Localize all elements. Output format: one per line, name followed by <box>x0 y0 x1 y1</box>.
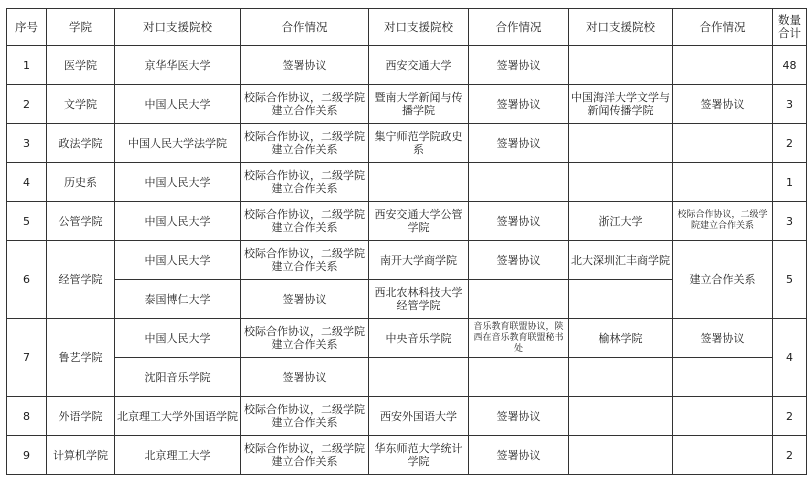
row-partner-2: 西安交通大学公管学院 <box>369 202 469 241</box>
row-partner-2: 西安外国语大学 <box>369 397 469 436</box>
row-partner-1: 中国人民大学 <box>115 319 241 358</box>
row-count: 3 <box>773 85 807 124</box>
row-partner-3 <box>569 397 673 436</box>
row-partner-1: 中国人民大学 <box>115 241 241 280</box>
row-coop-1: 校际合作协议，二级学院建立合作关系 <box>241 241 369 280</box>
row-coop-2: 签署协议 <box>469 397 569 436</box>
row-coop-3 <box>673 124 773 163</box>
row-coop-3 <box>673 46 773 85</box>
row-college: 计算机学院 <box>47 436 115 475</box>
row-college: 外语学院 <box>47 397 115 436</box>
header-partner-1: 对口支援院校 <box>115 9 241 46</box>
row-coop-3 <box>673 163 773 202</box>
row-count: 3 <box>773 202 807 241</box>
row-partner-1: 北京理工大学外国语学院 <box>115 397 241 436</box>
table-row <box>7 436 807 475</box>
row-partner-3: 中国海洋大学文学与新闻传播学院 <box>569 85 673 124</box>
row-college: 鲁艺学院 <box>47 319 115 397</box>
row-college: 历史系 <box>47 163 115 202</box>
row-coop-1: 校际合作协议，二级学院建立合作关系 <box>241 436 369 475</box>
header-count: 数量合计 <box>773 9 807 46</box>
row-count: 2 <box>773 397 807 436</box>
row-coop-3 <box>673 436 773 475</box>
table-row <box>7 163 807 202</box>
row-partner-3 <box>569 163 673 202</box>
row-partner-1: 北京理工大学 <box>115 436 241 475</box>
row-partner-3: 榆林学院 <box>569 319 673 358</box>
header-partner-2: 对口支援院校 <box>369 9 469 46</box>
table-row <box>7 124 807 163</box>
table-row <box>7 241 807 280</box>
row-index: 7 <box>7 319 47 397</box>
row-coop-2: 签署协议 <box>469 124 569 163</box>
row-partner-1: 中国人民大学 <box>115 202 241 241</box>
row-college: 文学院 <box>47 85 115 124</box>
row-partner-2 <box>369 358 469 397</box>
row-coop-3 <box>673 358 773 397</box>
row-coop-2: 签署协议 <box>469 46 569 85</box>
table-row <box>7 319 807 358</box>
row-coop-1: 签署协议 <box>241 358 369 397</box>
row-partner-1: 中国人民大学 <box>115 163 241 202</box>
row-coop-2 <box>469 280 569 319</box>
header-coop-3: 合作情况 <box>673 9 773 46</box>
row-partner-2: 暨南大学新闻与传播学院 <box>369 85 469 124</box>
row-coop-2 <box>469 163 569 202</box>
row-coop-3: 建立合作关系 <box>673 241 773 319</box>
table-row <box>7 202 807 241</box>
row-partner-3: 浙江大学 <box>569 202 673 241</box>
row-count: 1 <box>773 163 807 202</box>
header-row <box>7 9 807 46</box>
row-partner-3 <box>569 124 673 163</box>
row-partner-2 <box>369 163 469 202</box>
row-index: 1 <box>7 46 47 85</box>
row-coop-2 <box>469 358 569 397</box>
row-coop-2: 音乐教育联盟协议，陕西在音乐教育联盟秘书处 <box>469 319 569 358</box>
row-partner-3: 北大深圳汇丰商学院 <box>569 241 673 280</box>
row-partner-1: 泰国博仁大学 <box>115 280 241 319</box>
row-partner-2: 华东师范大学统计学院 <box>369 436 469 475</box>
row-partner-2: 集宁师范学院政史系 <box>369 124 469 163</box>
row-coop-1: 签署协议 <box>241 46 369 85</box>
row-partner-2: 中央音乐学院 <box>369 319 469 358</box>
row-count: 2 <box>773 436 807 475</box>
row-index: 4 <box>7 163 47 202</box>
row-college: 政法学院 <box>47 124 115 163</box>
row-coop-3 <box>673 397 773 436</box>
row-college: 公管学院 <box>47 202 115 241</box>
row-count: 5 <box>773 241 807 319</box>
row-coop-3: 签署协议 <box>673 319 773 358</box>
row-partner-1: 中国人民大学 <box>115 85 241 124</box>
header-index: 序号 <box>7 9 47 46</box>
row-coop-2: 签署协议 <box>469 202 569 241</box>
row-partner-2: 西安交通大学 <box>369 46 469 85</box>
row-coop-1: 校际合作协议，二级学院建立合作关系 <box>241 319 369 358</box>
row-count: 48 <box>773 46 807 85</box>
row-coop-2: 签署协议 <box>469 436 569 475</box>
row-index: 5 <box>7 202 47 241</box>
row-partner-2: 西北农林科技大学经管学院 <box>369 280 469 319</box>
row-coop-2: 签署协议 <box>469 85 569 124</box>
cooperation-table <box>6 8 807 475</box>
row-coop-1: 校际合作协议，二级学院建立合作关系 <box>241 85 369 124</box>
row-partner-2: 南开大学商学院 <box>369 241 469 280</box>
table-row <box>7 85 807 124</box>
row-index: 2 <box>7 85 47 124</box>
row-index: 6 <box>7 241 47 319</box>
row-index: 3 <box>7 124 47 163</box>
row-coop-1: 校际合作协议，二级学院建立合作关系 <box>241 397 369 436</box>
row-partner-3 <box>569 358 673 397</box>
row-index: 8 <box>7 397 47 436</box>
row-index: 9 <box>7 436 47 475</box>
table-row <box>7 358 807 397</box>
row-partner-1: 中国人民大学法学院 <box>115 124 241 163</box>
row-partner-3 <box>569 436 673 475</box>
row-coop-1: 校际合作协议，二级学院建立合作关系 <box>241 163 369 202</box>
header-coop-2: 合作情况 <box>469 9 569 46</box>
row-college: 医学院 <box>47 46 115 85</box>
header-partner-3: 对口支援院校 <box>569 9 673 46</box>
row-partner-3 <box>569 280 673 319</box>
row-partner-3 <box>569 46 673 85</box>
row-coop-3: 签署协议 <box>673 85 773 124</box>
row-partner-1: 京华华医大学 <box>115 46 241 85</box>
row-coop-1: 签署协议 <box>241 280 369 319</box>
row-count: 4 <box>773 319 807 397</box>
row-coop-1: 校际合作协议，二级学院建立合作关系 <box>241 124 369 163</box>
table-row <box>7 397 807 436</box>
header-coop-1: 合作情况 <box>241 9 369 46</box>
row-coop-2: 签署协议 <box>469 241 569 280</box>
row-college: 经管学院 <box>47 241 115 319</box>
header-college: 学院 <box>47 9 115 46</box>
row-coop-3: 校际合作协议，二级学院建立合作关系 <box>673 202 773 241</box>
table-row <box>7 46 807 85</box>
row-count: 2 <box>773 124 807 163</box>
row-coop-1: 校际合作协议，二级学院建立合作关系 <box>241 202 369 241</box>
row-partner-1: 沈阳音乐学院 <box>115 358 241 397</box>
